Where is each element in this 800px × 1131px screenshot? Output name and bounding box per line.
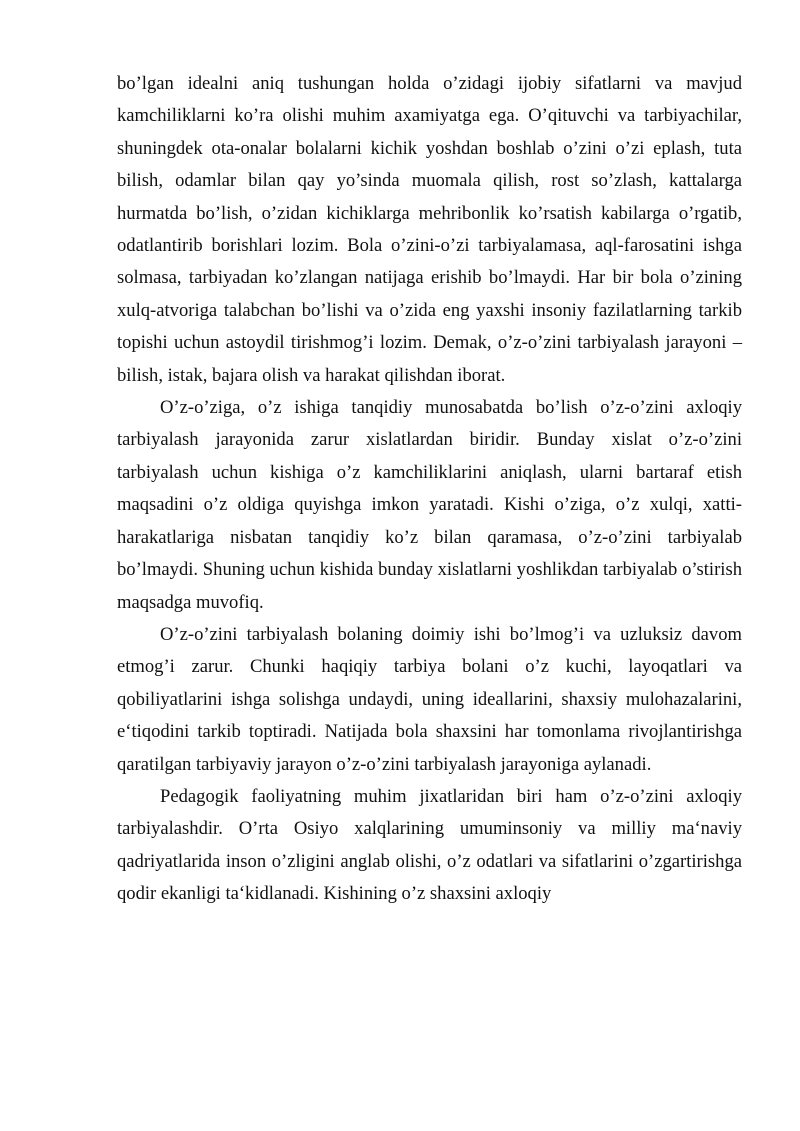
- paragraph-3: O’z-o’zini tarbiyalash bolaning doimiy ishi bo’lmog’i va uzluksiz davom etmog’i zarur. Chunki haqiqiy tarbiya bolani o’z kuchi, layoqatlari va qobiliyatlarini ishga solishga undaydi, uning ideallarini, shaxsiy mulohazalarini, e‘tiqodini tarkib toptiradi. Natijada bola shaxsini har tomonlama rivojlantirishga qaratilgan tarbiyaviy jarayon o’z-o’zini tarbiyalash jarayoniga aylanadi.: [117, 623, 742, 775]
- paragraph-2: O’z-o’ziga, o’z ishiga tanqidiy munosabatda bo’lish o’z-o’zini axloqiy tarbiyalash jarayonida zarur xislatlardan biridir. Bunday xislat o’z-o’zini tarbiyalash uchun kishiga o’z kamchiliklarini aniqlash, ularni bartaraf etish maqsadini o’z oldiga quyishga imkon yaratadi. Kishi o’ziga, o’z xulqi, xatti-harakatlariga nisbatan tanqidiy ko’z bilan qaramasa, o’z-o’zini tarbiyalab bo’lmaydi. Shuning uchun kishida bunday xislatlarni yoshlikdan tarbiyalab o’stirish maqsadga muvofiq.: [117, 397, 742, 613]
- paragraph-1: bo’lgan idealni aniq tushungan holda o’zidagi ijobiy sifatlarni va mavjud kamchiliklarni ko’ra olishi muhim axamiyatga ega. O’qituvchi va tarbiyachilar, shuningdek ota-onalar bolalarni kichik yoshdan boshlab o’zini o’zi eplash, tuta bilish, odamlar bilan qay yo’sinda muomala qilish, rost so’zlash, kattalarga hurmatda bo’lish, o’zidan kichiklarga mehribonlik ko’rsatish kabilarga o’rgatib, odatlantirib borishlari lozim. Bola o’zini-o’zi tarbiyalamasa, aql-farosatini ishga solmasa, tarbiyadan ko’zlangan natijaga erishib bo’lmaydi. Har bir bola o’zining xulq-atvoriga talabchan bo’lishi va o’zida eng yaxshi insoniy fazilatlarning tarkib topishi uchun astoydil tirishmog’i lozim. Demak, o’z-o’zini tarbiyalash jarayoni –bilish, istak, bajara olish va harakat qilishdan iborat.: [117, 73, 742, 386]
- paragraph-4: Pedagogik faoliyatning muhim jixatlaridan biri ham o’z-o’zini axloqiy tarbiyalashdir. O’rta Osiyo xalqlarining umuminsoniy va milliy ma‘naviy qadriyatlarida inson o’zligini anglab olishi, o’z odatlari va sifatlarini o’zgartirishga qodir ekanligi ta‘kidlanadi. Kishining o’z shaxsini axloqiy: [117, 785, 742, 905]
- document-page: [117, 68, 742, 911]
